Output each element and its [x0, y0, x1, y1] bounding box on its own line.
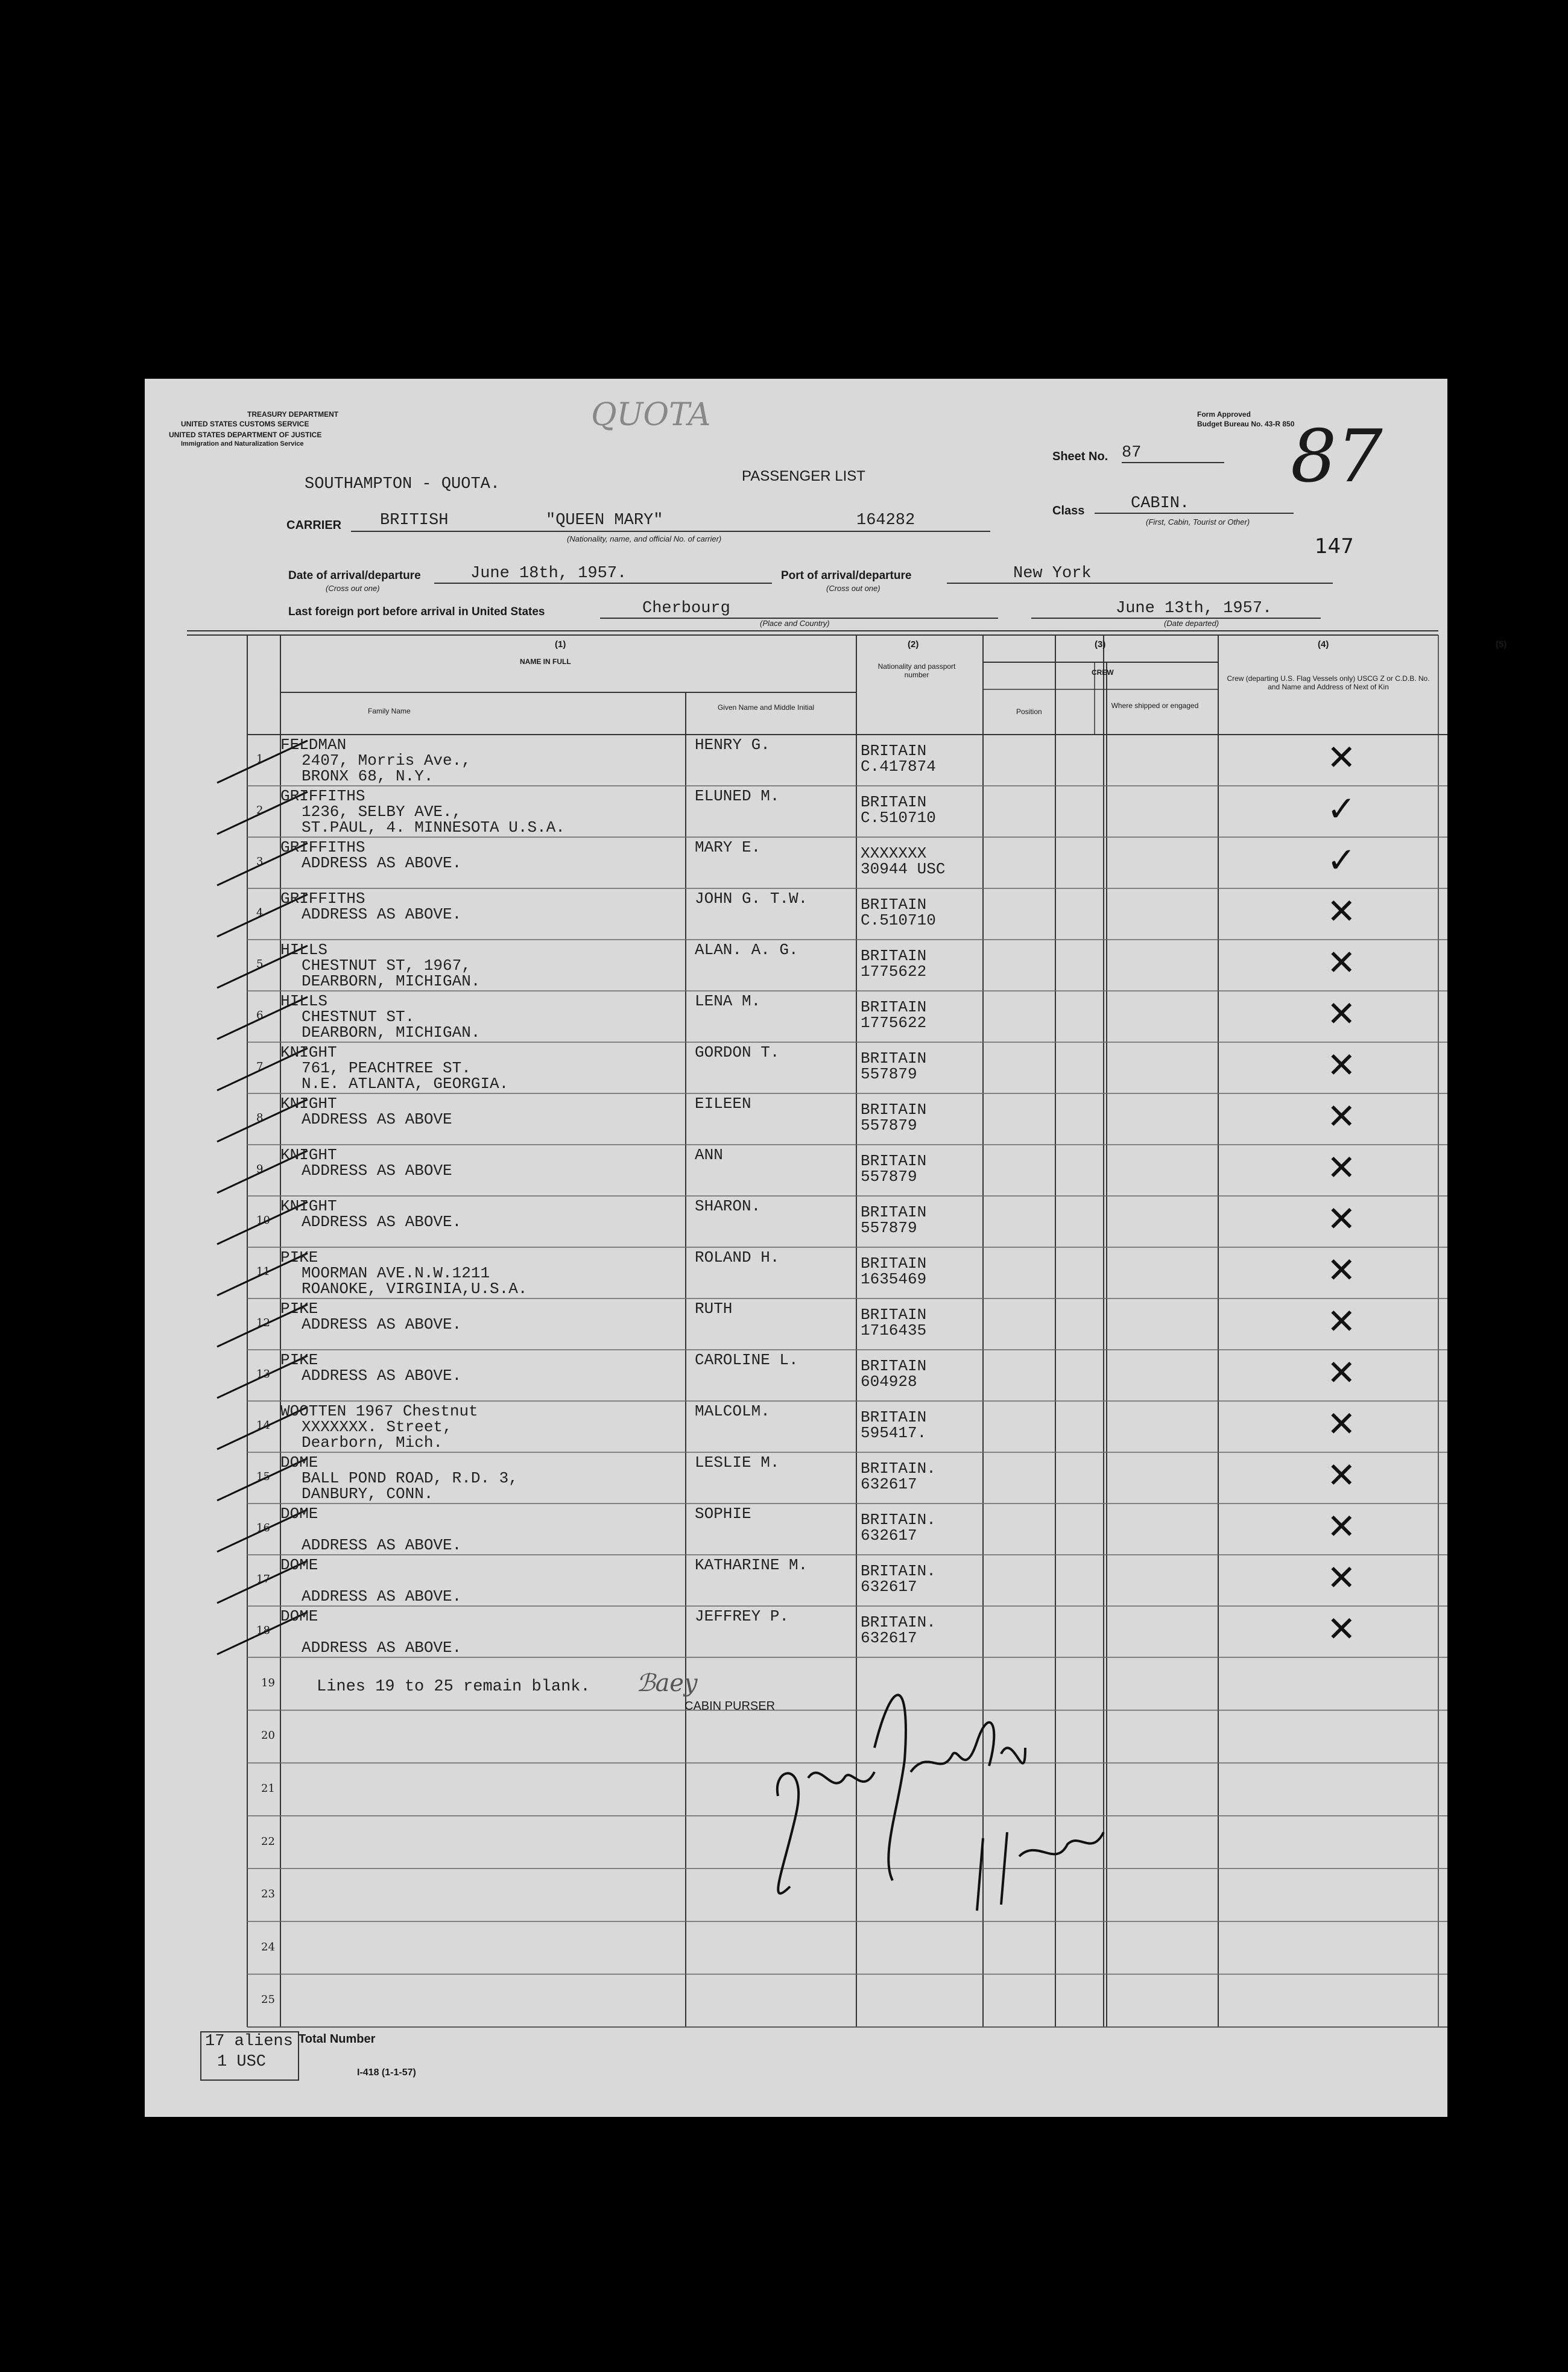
- passport-number: 1775622: [861, 1014, 927, 1032]
- family-name: DOME: [280, 1453, 318, 1472]
- family-name: GRIFFITHS: [280, 838, 365, 856]
- given-name: MALCOLM.: [695, 1402, 770, 1420]
- address-line-1: ADDRESS AS ABOVE: [302, 1162, 452, 1180]
- government-check-mark: ✕: [1327, 1301, 1356, 1342]
- given-name: RUTH: [695, 1300, 733, 1318]
- dept-ins: Immigration and Naturalization Service: [181, 440, 304, 448]
- government-check-mark: ✓: [1327, 840, 1356, 881]
- col3-number: (3): [1095, 639, 1106, 650]
- class-value: CABIN.: [1095, 495, 1294, 514]
- family-name: WOOTTEN 1967 Chestnut: [280, 1402, 478, 1420]
- row-number: 11: [256, 1265, 270, 1278]
- total-number-label: Total Number: [299, 2032, 376, 2046]
- nationality: BRITAIN: [861, 1101, 927, 1119]
- address-line-1: ADDRESS AS ABOVE.: [302, 854, 462, 872]
- row-number: 23: [261, 1888, 275, 1901]
- port-value: New York: [947, 565, 1333, 584]
- carrier-label: CARRIER: [286, 519, 342, 532]
- page-title: PASSENGER LIST: [742, 468, 865, 484]
- government-check-mark: ✕: [1327, 1403, 1356, 1444]
- cabin-purser-label: CABIN PURSER: [684, 1700, 776, 1713]
- page-stamp-number: 147: [1315, 534, 1354, 558]
- col-where-shipped: Where shipped or engaged: [1111, 701, 1199, 710]
- given-name: GORDON T.: [695, 1043, 780, 1061]
- family-name: KNIGHT: [280, 1146, 337, 1164]
- nationality: BRITAIN: [861, 1306, 927, 1324]
- row-number: 8: [256, 1112, 264, 1124]
- col4-number: (4): [1318, 639, 1329, 650]
- row-number: 5: [256, 958, 264, 970]
- nationality: BRITAIN: [861, 1357, 927, 1375]
- nationality: BRITAIN: [861, 1152, 927, 1170]
- family-name: KNIGHT: [280, 1095, 337, 1113]
- given-name: LENA M.: [695, 992, 761, 1010]
- government-check-mark: ✕: [1327, 737, 1356, 778]
- budget-bureau: Budget Bureau No. 43-R 850: [1197, 420, 1295, 428]
- row-number: 1: [256, 753, 264, 765]
- given-name: ELUNED M.: [695, 787, 780, 805]
- address-line-1: CHESTNUT ST.: [302, 1008, 415, 1026]
- given-name: ANN: [695, 1146, 723, 1164]
- address-line-1: ADDRESS AS ABOVE.: [302, 1367, 462, 1385]
- carrier-name: "QUEEN MARY": [546, 511, 663, 530]
- sheet-number-handwritten: 87: [1291, 415, 1383, 499]
- class-caption: (First, Cabin, Tourist or Other): [1146, 517, 1250, 527]
- southampton-quota: SOUTHAMPTON - QUOTA.: [305, 475, 501, 493]
- passport-number: 1775622: [861, 963, 927, 981]
- nationality: BRITAIN: [861, 742, 927, 760]
- given-name: KATHARINE M.: [695, 1556, 808, 1574]
- col-position: Position: [1016, 707, 1042, 716]
- given-name: SHARON.: [695, 1197, 761, 1215]
- given-name: ALAN. A. G.: [695, 941, 798, 959]
- address-line-1: MOORMAN AVE.N.W.1211: [302, 1264, 490, 1282]
- col1-number: (1): [555, 639, 566, 650]
- row-number: 17: [256, 1573, 270, 1586]
- nationality: BRITAIN: [861, 998, 927, 1016]
- nationality: BRITAIN.: [861, 1511, 936, 1529]
- address-line-1: 2407, Morris Ave.,: [302, 751, 471, 770]
- family-name: HILLS: [280, 992, 328, 1010]
- col-given-name: Given Name and Middle Initial: [717, 703, 815, 712]
- government-check-mark: ✕: [1327, 891, 1356, 932]
- blank-lines-note: Lines 19 to 25 remain blank.: [317, 1678, 590, 1696]
- given-name: EILEEN: [695, 1095, 751, 1113]
- government-check-mark: ✕: [1327, 1045, 1356, 1086]
- col-family-name: Family Name: [368, 707, 411, 715]
- passport-number: 1635469: [861, 1270, 927, 1288]
- family-name: KNIGHT: [280, 1197, 337, 1215]
- family-name: PIKE: [280, 1248, 318, 1267]
- row-number: 4: [256, 906, 264, 919]
- passport-number: C.417874: [861, 757, 936, 776]
- family-name: HILLS: [280, 941, 328, 959]
- nationality: BRITAIN: [861, 1254, 927, 1273]
- lastport-label: Last foreign port before arrival in United States: [288, 606, 545, 618]
- carrier-official-no: 164282: [856, 511, 915, 530]
- col-nationality: Nationality and passport number: [877, 662, 956, 679]
- departed-caption: (Date departed): [1164, 619, 1219, 628]
- given-name: JEFFREY P.: [695, 1607, 789, 1625]
- government-check-mark: ✕: [1327, 1250, 1356, 1291]
- quota-handwritten: QUOTA: [591, 397, 711, 433]
- address-line-1: 761, PEACHTREE ST.: [302, 1059, 471, 1077]
- government-check-mark: ✕: [1327, 1608, 1356, 1649]
- nationality: BRITAIN.: [861, 1613, 936, 1631]
- given-name: JOHN G. T.W.: [695, 890, 808, 908]
- address-line-2: ADDRESS AS ABOVE.: [302, 1536, 462, 1554]
- passport-number: C.510710: [861, 809, 936, 827]
- passport-number: 1716435: [861, 1321, 927, 1339]
- nationality: BRITAIN: [861, 793, 927, 811]
- row-number: 20: [261, 1729, 275, 1742]
- row-number: 13: [256, 1368, 270, 1381]
- given-name: HENRY G.: [695, 736, 770, 754]
- row-number: 15: [256, 1470, 270, 1483]
- passport-number: 557879: [861, 1116, 917, 1134]
- address-line-1: ADDRESS AS ABOVE.: [302, 1315, 462, 1333]
- address-line-1: ADDRESS AS ABOVE.: [302, 905, 462, 923]
- given-name: SOPHIE: [695, 1505, 751, 1523]
- row-number: 2: [256, 804, 264, 817]
- family-name: FELDMAN: [280, 736, 347, 754]
- class-label: Class: [1052, 504, 1085, 517]
- passport-number: 632617: [861, 1475, 917, 1493]
- sheet-label: Sheet No.: [1052, 450, 1108, 463]
- row-number: 7: [256, 1060, 264, 1073]
- lastport-value: Cherbourg: [600, 599, 998, 619]
- address-line-1: BALL POND ROAD, R.D. 3,: [302, 1469, 518, 1487]
- address-line-2: Dearborn, Mich.: [302, 1434, 443, 1452]
- government-check-mark: ✕: [1327, 1096, 1356, 1137]
- row-number: 14: [256, 1419, 270, 1432]
- family-name: DOME: [280, 1556, 318, 1574]
- family-name: KNIGHT: [280, 1043, 337, 1061]
- row-number: 21: [261, 1782, 275, 1795]
- address-line-2: DEARBORN, MICHIGAN.: [302, 972, 481, 990]
- government-check-mark: ✕: [1327, 993, 1356, 1034]
- col5-number: (5): [1496, 639, 1507, 650]
- address-line-2: DEARBORN, MICHIGAN.: [302, 1023, 481, 1042]
- family-name: DOME: [280, 1505, 318, 1523]
- government-check-mark: ✕: [1327, 1506, 1356, 1547]
- row-number: 16: [256, 1522, 270, 1534]
- col1-title: NAME IN FULL: [520, 657, 571, 666]
- passport-number: 557879: [861, 1168, 917, 1186]
- nationality: BRITAIN: [861, 1408, 927, 1426]
- address-line-1: 1236, SELBY AVE.,: [302, 803, 462, 821]
- nationality: BRITAIN: [861, 896, 927, 914]
- address-line-1: ADDRESS AS ABOVE: [302, 1110, 452, 1128]
- row-number: 22: [261, 1835, 275, 1848]
- passport-number: 557879: [861, 1219, 917, 1237]
- passport-number: 557879: [861, 1065, 917, 1083]
- sheet-number: 87: [1122, 444, 1224, 463]
- port-caption: (Cross out one): [826, 584, 880, 593]
- address-line-2: DANBURY, CONN.: [302, 1485, 434, 1503]
- given-name: LESLIE M.: [695, 1453, 780, 1472]
- col2-number: (2): [908, 639, 919, 650]
- given-name: MARY E.: [695, 838, 761, 856]
- government-check-mark: ✕: [1327, 1147, 1356, 1188]
- col-crew: CREW: [1092, 668, 1114, 677]
- purser-signature-scrawl: ℬaey: [636, 1669, 698, 1697]
- dept-justice: UNITED STATES DEPARTMENT OF JUSTICE: [169, 431, 322, 439]
- address-line-2: ADDRESS AS ABOVE.: [302, 1639, 462, 1657]
- carrier-caption: (Nationality, name, and official No. of carrier): [567, 534, 722, 543]
- passport-number: 604928: [861, 1373, 917, 1391]
- arrival-date: June 18th, 1957.: [434, 565, 772, 584]
- arrival-label: Date of arrival/departure: [288, 569, 421, 582]
- row-number: 19: [261, 1676, 275, 1689]
- passport-number: C.510710: [861, 911, 936, 929]
- row-number: 24: [261, 1940, 275, 1953]
- address-line-2: ROANOKE, VIRGINIA,U.S.A.: [302, 1280, 528, 1298]
- nationality: BRITAIN: [861, 947, 927, 965]
- government-check-mark: ✕: [1327, 1455, 1356, 1496]
- row-number: 6: [256, 1009, 264, 1022]
- port-label: Port of arrival/departure: [781, 569, 912, 582]
- row-number: 10: [256, 1214, 270, 1227]
- given-name: CAROLINE L.: [695, 1351, 798, 1369]
- row-number: 3: [256, 855, 264, 868]
- total-usc: 1 USC: [217, 2053, 267, 2071]
- address-line-2: ADDRESS AS ABOVE.: [302, 1587, 462, 1605]
- address-line-1: ADDRESS AS ABOVE.: [302, 1213, 462, 1231]
- government-check-mark: ✕: [1327, 942, 1356, 983]
- government-check-mark: ✕: [1327, 1557, 1356, 1598]
- nationality: BRITAIN.: [861, 1460, 936, 1478]
- dept-treasury: TREASURY DEPARTMENT: [247, 410, 339, 419]
- passport-number: 632617: [861, 1526, 917, 1545]
- family-name: PIKE: [280, 1351, 318, 1369]
- passport-number: 595417.: [861, 1424, 927, 1442]
- family-name: DOME: [280, 1607, 318, 1625]
- family-name: GRIFFITHS: [280, 787, 365, 805]
- government-check-mark: ✕: [1327, 1198, 1356, 1239]
- address-line-2: ST.PAUL, 4. MINNESOTA U.S.A.: [302, 818, 565, 837]
- col-crew-departing: Crew (departing U.S. Flag Vessels only) USCG Z or C.D.B. No. and Name and Address of Next of Kin: [1227, 674, 1430, 691]
- departed-date: June 13th, 1957.: [1031, 599, 1321, 619]
- address-line-1: XXXXXXX. Street,: [302, 1418, 452, 1436]
- government-check-mark: ✓: [1327, 788, 1356, 829]
- passport-number: 632617: [861, 1578, 917, 1596]
- dept-customs: UNITED STATES CUSTOMS SERVICE: [181, 420, 309, 428]
- row-number: 12: [256, 1317, 270, 1329]
- official-signature: [754, 1657, 1140, 1923]
- form-number: I-418 (1-1-57): [357, 2067, 416, 2078]
- nationality: BRITAIN: [861, 1203, 927, 1221]
- carrier-nationality: BRITISH: [380, 511, 449, 530]
- given-name: ROLAND H.: [695, 1248, 780, 1267]
- lastport-caption: (Place and Country): [760, 619, 830, 628]
- address-line-2: BRONX 68, N.Y.: [302, 767, 434, 785]
- arrival-caption: (Cross out one): [326, 584, 380, 593]
- passport-number: 632617: [861, 1629, 917, 1647]
- passenger-list-sheet: [145, 379, 1507, 2117]
- row-number: 9: [256, 1163, 264, 1175]
- family-name: PIKE: [280, 1300, 318, 1318]
- address-line-2: N.E. ATLANTA, GEORGIA.: [302, 1075, 509, 1093]
- address-line-1: CHESTNUT ST, 1967,: [302, 957, 471, 975]
- government-check-mark: ✕: [1327, 1352, 1356, 1393]
- family-name: GRIFFITHS: [280, 890, 365, 908]
- total-aliens: 17 aliens: [205, 2032, 293, 2051]
- nationality: BRITAIN.: [861, 1562, 936, 1580]
- nationality: XXXXXXX: [861, 844, 927, 862]
- row-number: 25: [261, 1993, 275, 2007]
- form-approved: Form Approved: [1197, 410, 1251, 419]
- nationality: BRITAIN: [861, 1049, 927, 1067]
- passport-number: 30944 USC: [861, 860, 946, 878]
- row-number: 18: [256, 1624, 270, 1637]
